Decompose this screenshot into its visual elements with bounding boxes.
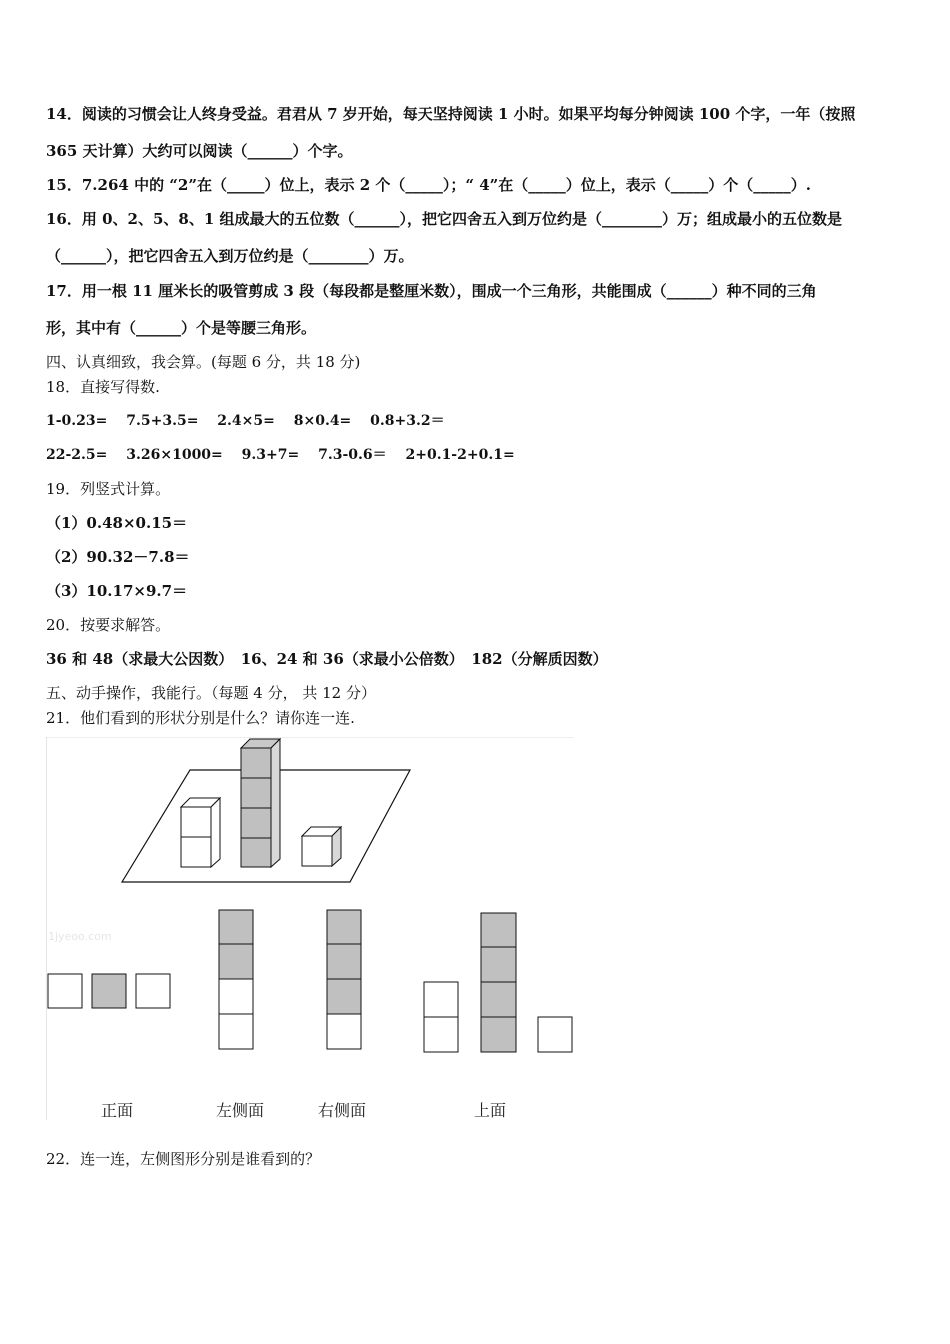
q15-line: 15．7.264 中的 “2”在（_____）位上，表示 2 个（_____）；“ 4”在（_____）位上，表示（_____）个（_____）. [46,176,812,194]
stack-left-cube-2 [181,837,211,867]
view-front-square-2 [92,974,126,1008]
view-front-square-1 [48,974,82,1008]
q22-title: 22．连一连，左侧图形分别是谁看到的？ [46,1150,321,1168]
view-top-left-square-2 [424,1017,458,1052]
q20-row: 36 和 48（求最大公因数） 16、24 和 36（求最小公倍数） 182（分解质因数） [46,650,608,668]
label-right-side: 右侧面 [318,1101,367,1120]
watermark: 1jyeoo.com [48,930,112,943]
view-front-square-3 [136,974,170,1008]
stack-tall [241,739,280,867]
view-top-left-square-1 [424,982,458,1017]
q20-title: 20．按要求解答。 [46,616,171,634]
stack-left-side [211,798,220,867]
q21-figure-svg [46,737,576,1122]
label-top: 上面 [474,1101,507,1120]
view-left-square-4 [219,1014,253,1049]
view-top [424,913,572,1052]
view-left-square-2 [219,944,253,979]
q18-row-2: 22-2.5= 3.26×1000= 9.3+7= 7.3-0.6＝ 2+0.1-2+0.1= [46,447,515,463]
q17-line-2: 形，其中有（______）个是等腰三角形。 [46,319,317,337]
q21-title: 21．他们看到的形状分别是什么？请你连一连. [46,709,355,727]
view-left [219,910,253,1049]
view-top-mid-square-3 [481,982,516,1017]
q19-item-1: （1）0.48×0.15＝ [46,514,188,532]
view-top-mid-square-2 [481,947,516,982]
view-top-right-square [538,1017,572,1052]
section-5-heading: 五、动手操作，我能行。（每题 4 分， 共 12 分） [46,684,376,702]
view-left-square-1 [219,910,253,944]
view-right-square-3 [327,979,361,1014]
view-front [48,974,170,1008]
stack-tall-cube-1 [241,748,271,778]
q17-line-1: 17．用一根 11 厘米长的吸管剪成 3 段（每段都是整厘米数），围成一个三角形，共能围成（______）种不同的三角 [46,282,817,300]
view-right-square-4 [327,1014,361,1049]
q14-line-2: 365 天计算）大约可以阅读（______）个字。 [46,142,353,160]
stack-tall-side [271,739,280,867]
label-left-side: 左侧面 [216,1101,265,1120]
q21-figure [46,737,576,1122]
q18-title: 18．直接写得数. [46,378,160,396]
label-front: 正面 [101,1101,134,1120]
stack-left [181,798,220,867]
q14-line-1: 14．阅读的习惯会让人终身受益。君君从 7 岁开始，每天坚持阅读 1 小时。如果平均每分钟阅读 100 个字，一年（按照 [46,105,856,123]
stack-right-cube [302,836,332,866]
stack-tall-cube-3 [241,808,271,838]
section-4-heading: 四、认真细致，我会算。(每题 6 分，共 18 分) [46,353,361,371]
view-right-square-1 [327,910,361,944]
view-right-square-2 [327,944,361,979]
stack-tall-cube-2 [241,778,271,808]
view-left-square-3 [219,979,253,1014]
q19-item-3: （3）10.17×9.7＝ [46,582,188,600]
q19-item-2: （2）90.32－7.8＝ [46,548,190,566]
view-top-mid-square-1 [481,913,516,947]
q19-title: 19．列竖式计算。 [46,480,171,498]
q18-row-1: 1-0.23= 7.5+3.5= 2.4×5= 8×0.4= 0.8+3.2＝ [46,413,445,429]
stack-tall-cube-4 [241,838,271,867]
stack-right [302,827,341,866]
view-right [327,910,361,1049]
q16-line-1: 16．用 0、2、5、8、1 组成最大的五位数（______），把它四舍五入到万位约是（________）万；组成最小的五位数是 [46,210,843,228]
stack-left-cube-1 [181,807,211,837]
q16-line-2: （______），把它四舍五入到万位约是（________）万。 [46,247,414,265]
view-top-mid-square-4 [481,1017,516,1052]
